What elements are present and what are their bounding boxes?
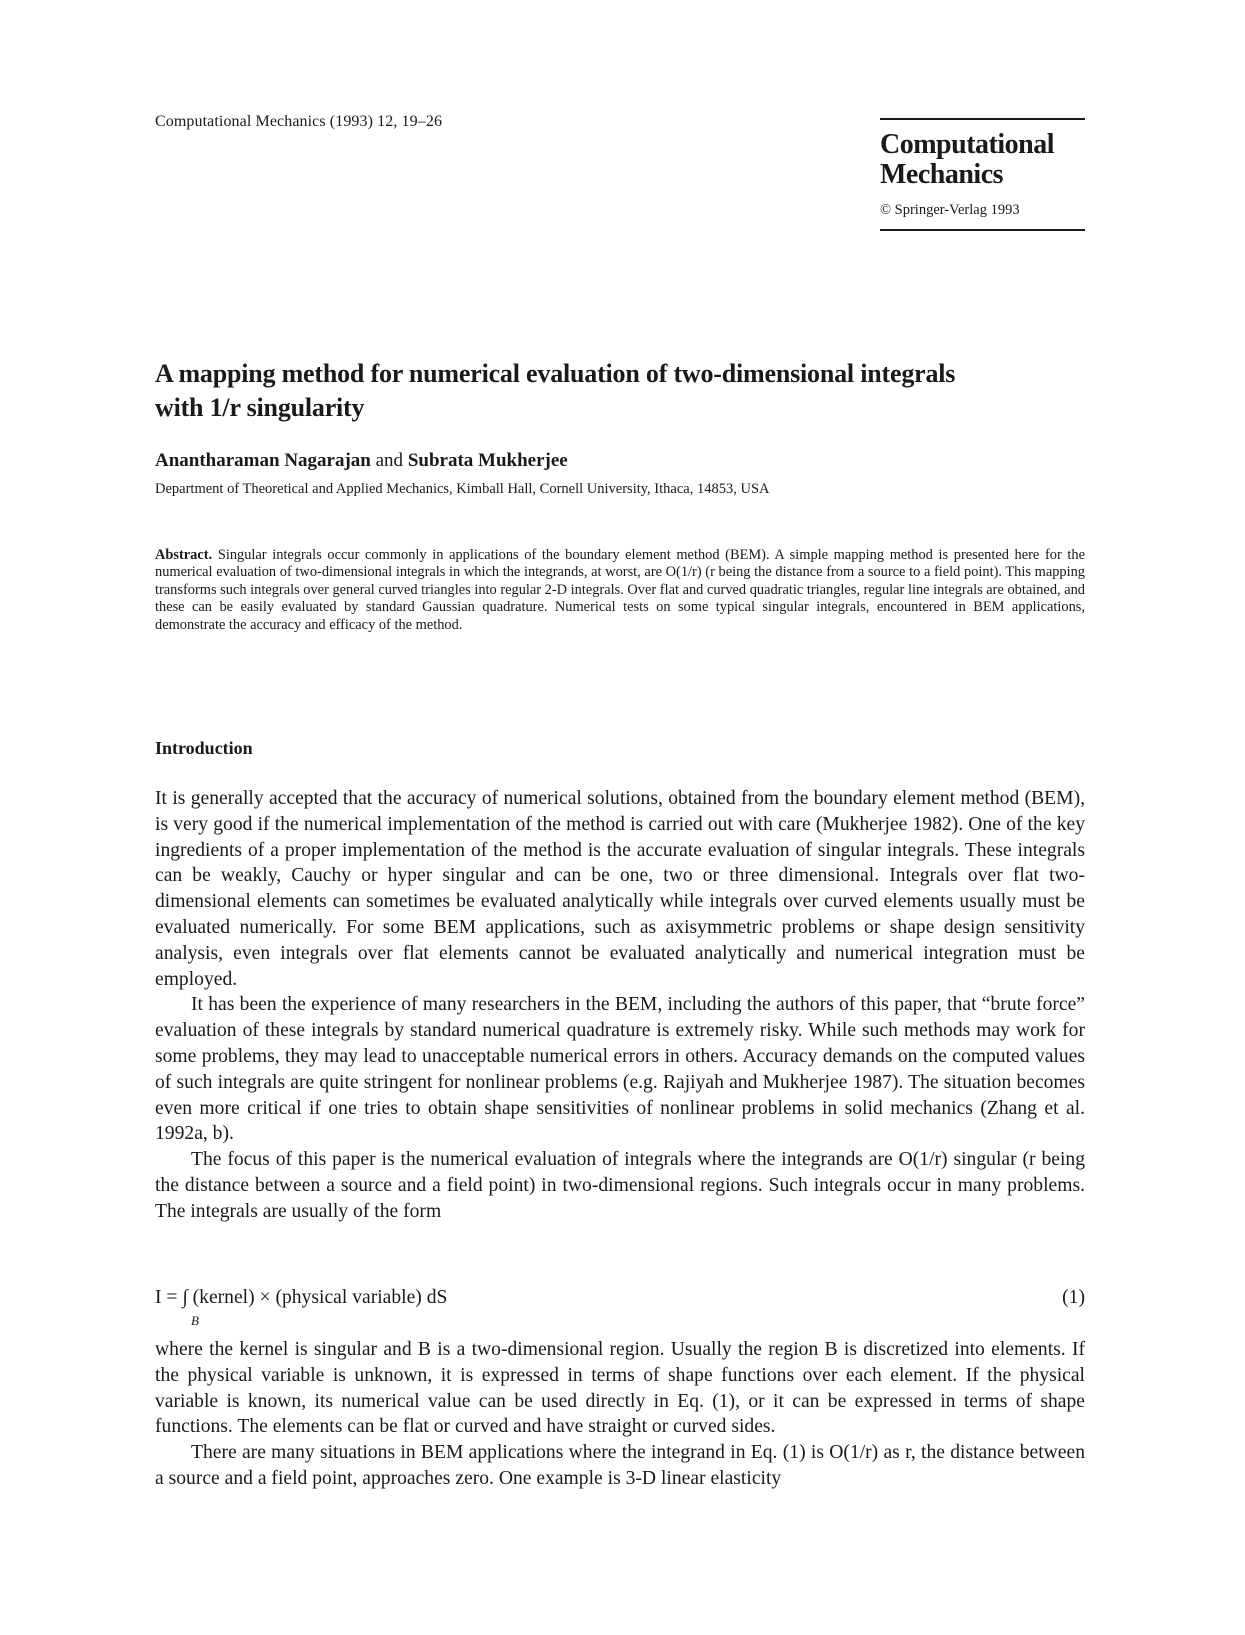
equation-1: [155, 1287, 1085, 1327]
equation-number: (1): [1062, 1287, 1085, 1308]
equation-expression: I = ∫ (kernel) × (physical variable) dS: [155, 1287, 448, 1308]
masthead-rule-top: [880, 118, 1085, 120]
abstract-text: Singular integrals occur commonly in applications of the boundary element method (BEM). A simple mapping method is presented here for the numerical evaluation of two-dimensional integrals in which the integrands, at worst, are O(1/r) (r being the distance from a source to a field point). This mapping transforms such integrals over general curved triangles into regular 2-D integrals. Over flat and curved quadratic triangles, regular line integrals are obtained, and these can be easily evaluated by standard Gaussian quadrature. Numerical tests on some typical singular integrals, encountered in BEM applications, demonstrate the accuracy and efficacy of the method.: [155, 547, 1085, 633]
paragraph-5: There are many situations in BEM applications where the integrand in Eq. (1) is O(1/r) as r, the distance between a source and a field point, approaches zero. One example is 3-D linear elasticity: [155, 1442, 1085, 1489]
abstract: [155, 547, 1085, 634]
journal-name-line2: Mechanics: [880, 159, 1004, 190]
author-2: Subrata Mukherjee: [407, 450, 568, 471]
running-citation: Computational Mechanics (1993) 12, 19–26: [155, 113, 443, 130]
paragraph-1: It is generally accepted that the accuracy of numerical solutions, obtained from the boundary element method (BEM), is very good if the numerical implementation of the method is carried out with care (Mukherjee 1982). One of the key ingredients of a proper implementation of the method is the accurate evaluation of singular integrals. These integrals can be weakly, Cauchy or hyper singular and can be one, two or three dimensional. Integrals over flat two-dimensional elements can sometimes be evaluated analytically while integrals over curved elements usually must be evaluated numerically. For some BEM applications, such as axisymmetric problems or shape design sensitivity analysis, even integrals over flat elements cannot be evaluated analytically and numerical integration must be employed.: [155, 788, 1085, 990]
author-joiner: and: [375, 450, 404, 471]
journal-name: [880, 130, 1085, 190]
abstract-label: Abstract.: [155, 547, 213, 563]
title-line2: with 1/r singularity: [155, 393, 365, 422]
introduction-body-bottom: [155, 1337, 1085, 1492]
journal-name-line1: Computational: [880, 129, 1054, 160]
masthead-rule-bottom: [880, 229, 1085, 231]
paragraph-3: The focus of this paper is the numerical evaluation of integrals where the integrands are O(1/r) singular (r being the distance between a source and a field point) in two-dimensional regions. Such integrals occur in many problems. The integrals are usually of the form: [155, 1149, 1085, 1222]
author-1: Anantharaman Nagarajan: [155, 450, 371, 471]
copyright-notice: © Springer-Verlag 1993: [880, 202, 1020, 218]
introduction-body-top: [155, 786, 1085, 1225]
article-title: [155, 357, 1090, 425]
paragraph-2: It has been the experience of many researchers in the BEM, including the authors of this paper, that “brute force” evaluation of these integrals by standard numerical quadrature is extremely risky. While such methods may work for some problems, they may lead to unacceptable numerical errors in others. Accuracy demands on the computed values of such integrals are quite stringent for nonlinear problems (e.g. Rajiyah and Mukherjee 1987). The situation becomes even more critical if one tries to obtain shape sensitivities of nonlinear problems in solid mechanics (Zhang et al. 1992a, b).: [155, 994, 1085, 1145]
title-line1: A mapping method for numerical evaluation of two-dimensional integrals: [155, 359, 956, 388]
paragraph-4: where the kernel is singular and B is a two-dimensional region. Usually the region B is discretized into elements. If the physical variable is unknown, it is expressed in terms of shape functions over each element. If the physical variable is known, its numerical value can be used directly in Eq. (1), or it can be expressed in terms of shape functions. The elements can be flat or curved and have straight or curved sides.: [155, 1339, 1085, 1438]
author-list: [155, 450, 568, 472]
journal-masthead: [880, 118, 1085, 231]
section-heading-introduction: Introduction: [155, 738, 253, 758]
equation-integral-subscript: B: [191, 1313, 199, 1328]
author-affiliation: Department of Theoretical and Applied Mechanics, Kimball Hall, Cornell University, Ithaca, 14853, USA: [155, 481, 770, 497]
